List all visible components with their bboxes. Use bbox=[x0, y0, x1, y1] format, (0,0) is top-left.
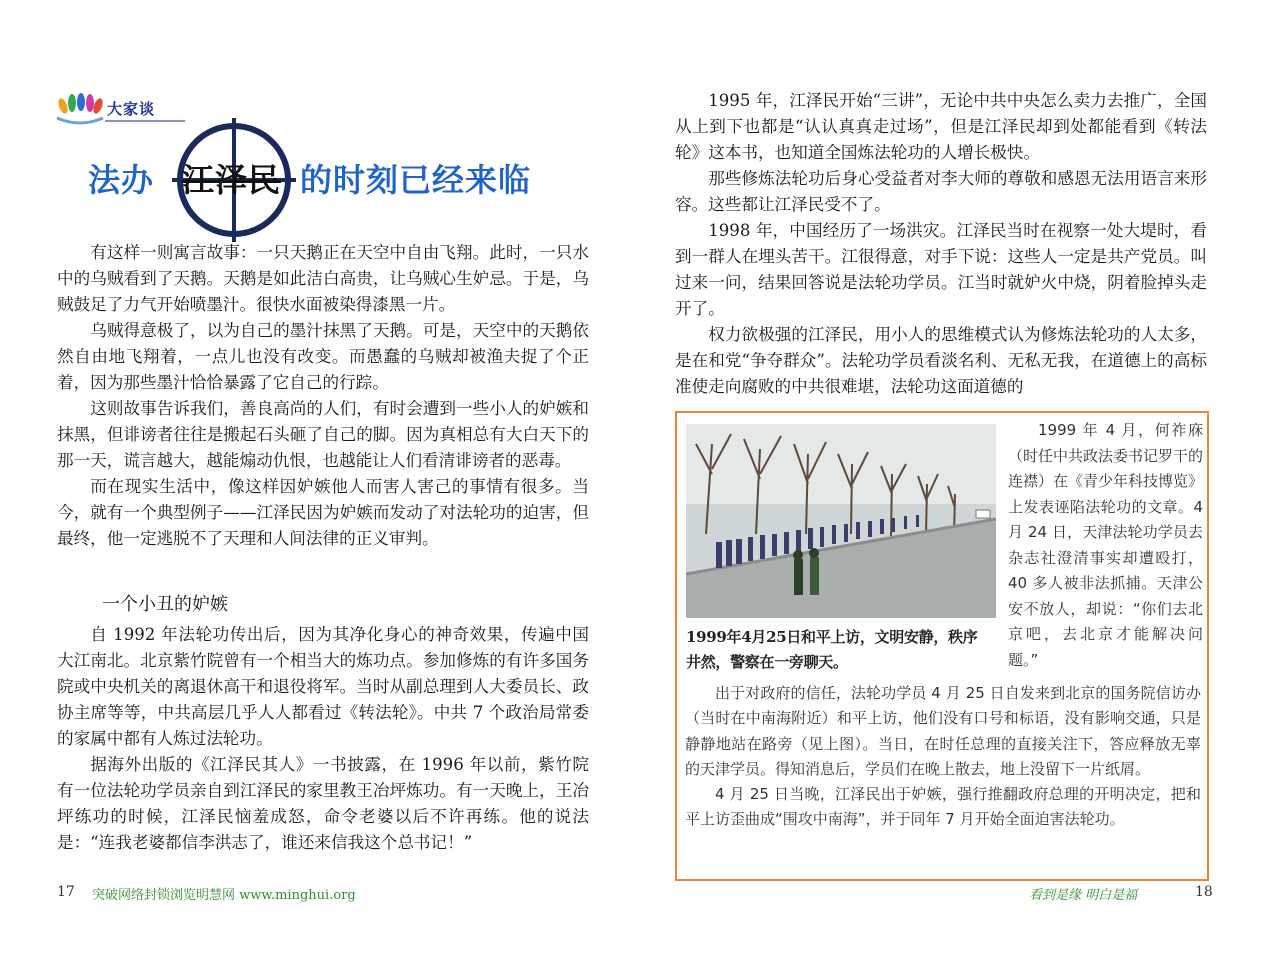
appeal-photo bbox=[686, 424, 996, 618]
brand-title: 大家谈 bbox=[107, 100, 156, 118]
side-text-content: 1999 年 4 月，何祚庥（时任中共政法委书记罗干的连襟）在《青少年科技博览》上发表诬陷法轮功的文章。4 月 24 日，天津法轮功学员去杂志社澄清事实却遭殴打，40 多人被非法抓捕。天津公安不放人，却说：“你们去北京吧，去北京才能解决问题。” bbox=[1008, 421, 1204, 669]
photo-caption: 1999年4月25日和平上访，文明安静，秩序井然，警察在一旁聊天。 bbox=[686, 628, 978, 671]
paragraph: 而在现实生活中，像这样因妒嫉他人而害人害己的事情有很多。当今，就有一个典型例子——江泽民因为妒嫉而发动了对法轮功的迫害，但最终，他一定逃脱不了天理和人间法律的正义审判。 bbox=[57, 477, 589, 548]
right-page bbox=[632, 0, 1265, 978]
sidebar-box bbox=[675, 411, 1209, 881]
paragraph: 4 月 25 日当晚，江泽民出于妒嫉，强行推翻政府总理的开明决定，把和平上访歪曲成“围攻中南海”，并于同年 7 月开始全面迫害法轮功。 bbox=[685, 785, 1201, 829]
box-side-text bbox=[1008, 418, 1203, 673]
footer-slogan: 看到是缘 明白是福 bbox=[1029, 888, 1138, 903]
paragraph: 出于对政府的信任，法轮功学员 4 月 25 日自发来到北京的国务院信访办（当时在中南海附近）和平上访，他们没有口号和标语，没有影响交通，只是静静地站在路旁（见上图）。当日，在时任总理的直接关注下，答应释放无辜的天津学员。得知消息后，学员们在晚上散去，地上没留下一片纸屑。 bbox=[685, 684, 1201, 778]
paragraph: 乌贼得意极了，以为自己的墨汁抹黑了天鹅。可是，天空中的天鹅依然自由地飞翔着，一点儿也没有改变。而愚蠢的乌贼却被渔夫捉了个正着，因为那些墨汁恰恰暴露了它自己的行踪。 bbox=[57, 321, 589, 392]
left-page bbox=[0, 0, 632, 978]
headline-part-3: 的时刻已经来临 bbox=[300, 161, 532, 199]
page-number-left: 17 bbox=[57, 884, 75, 900]
paragraph: 1998 年，中国经历了一场洪灾。江泽民当时在视察一处大堤时，看到一群人在埋头苦干。江很得意，对手下说：这些人一定是共产党员。叫过来一问，结果回答说是法轮功学员。江当时就妒火中烧，阴着脸掉头走开了。 bbox=[675, 221, 1207, 318]
paragraph: 有这样一则寓言故事：一只天鹅正在天空中自由飞翔。此时，一只水中的乌贼看到了天鹅。天鹅是如此洁白高贵，让乌贼心生妒忌。于是，乌贼鼓足了力气开始喷墨汁。很快水面被染得漆黑一片。 bbox=[57, 243, 589, 314]
paragraph: 自 1992 年法轮功传出后，因为其净化身心的神奇效果，传遍中国大江南北。北京紫竹院曾有一个相当大的炼功点。参加修炼的有许多国务院或中央机关的离退休高干和退役将军。当时从副总理到人大委员长、政协主席等等，中共高层几乎人人都看过《转法轮》。中共 7 个政治局常委的家属中都有人炼过法轮功。 bbox=[57, 625, 589, 748]
headline-target-name: 江泽民 bbox=[182, 161, 282, 199]
paragraph: 据海外出版的《江泽民其人》一书披露，在 1996 年以前，紫竹院有一位法轮功学员亲自到江泽民的家里教王冶坪炼功。有一天晚上，王冶坪练功的时候，江泽民恼羞成怒，命令老婆以后不许再练。他的说法是：“连我老婆都信李洪志了，谁还来信我这个总书记！” bbox=[57, 755, 589, 852]
paragraph: 1995 年，江泽民开始“三讲”，无论中共中央怎么卖力去推广，全国从上到下也都是“认认真真走过场”，但是江泽民却到处都能看到《转法轮》这本书，也知道全国炼法轮功的人增长极快。 bbox=[675, 91, 1207, 162]
section-brand bbox=[55, 92, 185, 126]
headline-part-1: 法办 bbox=[88, 161, 155, 199]
flower-logo-icon bbox=[55, 92, 105, 126]
left-article-section bbox=[57, 622, 589, 856]
section-subheading: 一个小丑的妒嫉 bbox=[102, 594, 228, 615]
paragraph: 那些修炼法轮功后身心受益者对李大师的尊敬和感恩无法用语言来形容。这些都让江泽民受不了。 bbox=[675, 169, 1207, 214]
left-article-intro bbox=[57, 240, 589, 552]
headline bbox=[88, 158, 588, 210]
page-number-right: 18 bbox=[1195, 884, 1213, 900]
right-article-text bbox=[675, 88, 1207, 400]
box-body-text bbox=[685, 681, 1201, 833]
footer-website-link[interactable]: 突破网络封锁浏览明慧网 www.minghui.org bbox=[92, 888, 356, 903]
paragraph: 这则故事告诉我们，善良高尚的人们，有时会遭到一些小人的妒嫉和抹黑，但诽谤者往往是搬起石头砸了自己的脚。因为真相总有大白天下的那一天，谎言越大，越能煽动仇恨，也越能让人们看清诽谤者的恶毒。 bbox=[57, 399, 589, 470]
paragraph: 权力欲极强的江泽民，用小人的思维模式认为修炼法轮功的人太多，是在和党“争夺群众”。法轮功学员看淡名利、无私无我，在道德上的高标准使走向腐败的中共很难堪，法轮功这面道德的 bbox=[675, 325, 1207, 396]
